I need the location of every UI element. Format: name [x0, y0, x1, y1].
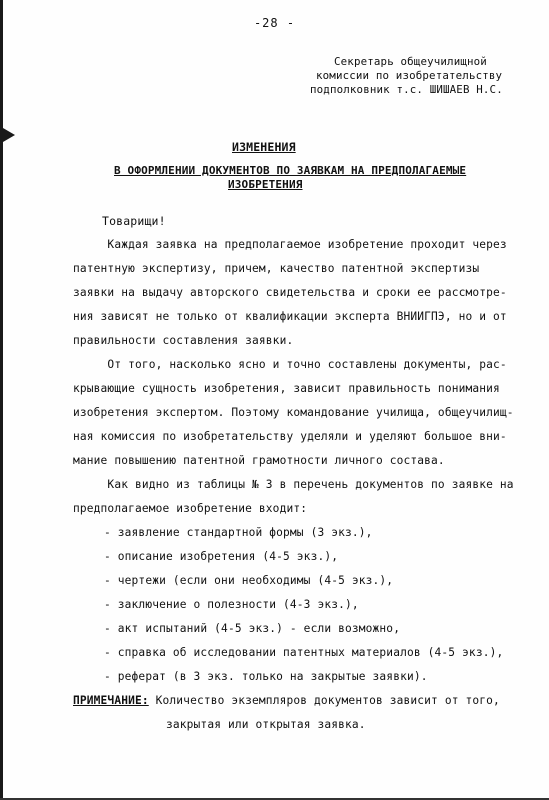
list-item: - реферат (в 3 экз. только на закрытые заявки).: [104, 670, 428, 683]
note-label: ПРИМЕЧАНИЕ:: [73, 694, 149, 707]
paragraph-line: мание повышению патентной грамотности личного состава.: [73, 454, 445, 467]
paragraph-line: Как видно из таблицы № 3 в перечень документов по заявке на: [73, 478, 514, 491]
paragraph-line: крывающие сущность изобретения, зависит правильность понимания: [73, 382, 500, 395]
signature-line-3: подполковник т.с. ШИШАЕВ Н.С.: [310, 83, 503, 96]
scan-punch-mark: [3, 128, 15, 142]
note-line-2: закрытая или открытая заявка.: [166, 718, 366, 731]
list-item: - заявление стандартной формы (3 экз.),: [104, 526, 373, 539]
greeting: Товарищи!: [102, 214, 166, 228]
note-text: Количество экземпляров документов зависит от того,: [148, 694, 500, 707]
paragraph-line: ния зависят не только от квалификации эксперта ВНИИГПЭ, но и от: [73, 310, 507, 323]
signature-block: [310, 55, 540, 97]
page-number: -28 -: [253, 16, 296, 30]
title-subtitle-line-2: ИЗОБРЕТЕНИЯ: [228, 178, 303, 191]
paragraph-line: предполагаемое изобретение входит:: [73, 502, 308, 515]
list-item: - акт испытаний (4-5 экз.) - если возможно,: [104, 622, 401, 635]
signature-line-1: Секретарь общеучилищной: [334, 55, 487, 68]
list-item: - заключение о полезности (4-3 экз.),: [104, 598, 359, 611]
paragraph-line: правильности составления заявки.: [73, 334, 294, 347]
paragraph-line: От того, насколько ясно и точно составлены документы, рас-: [73, 358, 507, 371]
paragraph-line: патентную экспертизу, причем, качество патентной экспертизы: [73, 262, 480, 275]
title-subtitle-line-1: В ОФОРМЛЕНИИ ДОКУМЕНТОВ ПО ЗАЯВКАМ НА ПРЕДПОЛАГАЕМЫЕ: [114, 164, 467, 177]
paragraph-line: Каждая заявка на предполагаемое изобретение проходит через: [73, 238, 507, 251]
paragraph-line: заявки на выдачу авторского свидетельства и сроки ее рассмотре-: [73, 286, 507, 299]
paragraph-line: ная комиссия по изобретательству уделяли и уделяют большое вни-: [73, 430, 507, 443]
list-item: - справка об исследовании патентных материалов (4-5 экз.),: [104, 646, 504, 659]
signature-line-2: комиссии по изобретательству: [316, 69, 503, 82]
scan-edge-left: [0, 0, 3, 800]
list-item: - описание изобретения (4-5 экз.),: [104, 550, 339, 563]
list-item: - чертежи (если они необходимы (4-5 экз.),: [104, 574, 394, 587]
title-main: ИЗМЕНЕНИЯ: [232, 140, 296, 154]
note-line-1: [73, 694, 500, 708]
paragraph-line: изобретения экспертом. Поэтому командование училища, общеучилищ-: [73, 406, 514, 419]
